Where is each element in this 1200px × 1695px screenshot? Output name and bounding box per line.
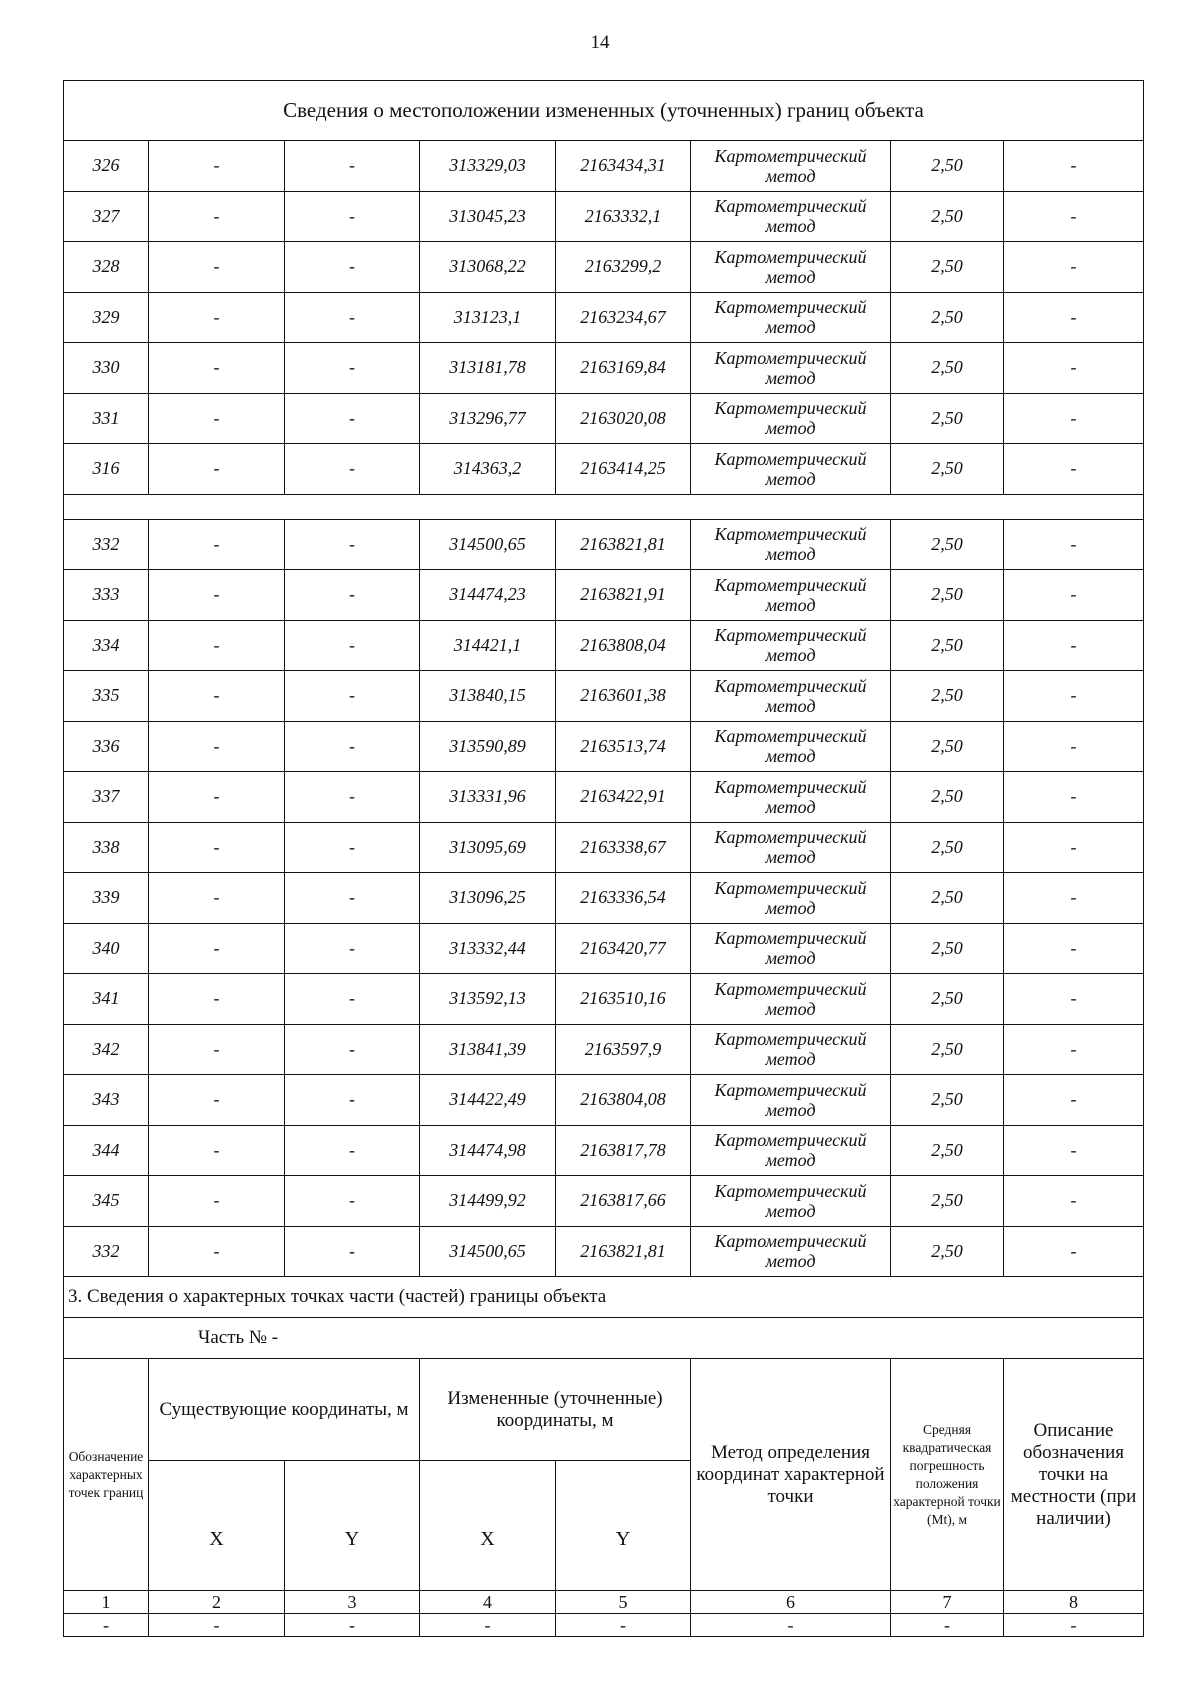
- point-number-cell: 344: [64, 1125, 149, 1176]
- column-number-cell: 7: [891, 1591, 1004, 1614]
- point-number-cell: 342: [64, 1024, 149, 1075]
- changed-y-cell: 2163338,67: [556, 822, 691, 873]
- point-number-cell: 332: [64, 519, 149, 570]
- table-row: [64, 923, 1144, 974]
- mt-value-cell: 2,50: [891, 191, 1004, 242]
- description-cell: -: [1004, 873, 1144, 924]
- point-number-cell: 331: [64, 393, 149, 444]
- existing-x-cell: -: [149, 1176, 285, 1227]
- point-number-cell: 343: [64, 1075, 149, 1126]
- mt-value-cell: 2,50: [891, 570, 1004, 621]
- description-cell: -: [1004, 242, 1144, 293]
- existing-y-cell: -: [285, 822, 420, 873]
- section-title: 3. Сведения о характерных точках части (частей) границы объекта: [64, 1277, 1144, 1318]
- description-cell: -: [1004, 141, 1144, 192]
- empty-data-cell: -: [149, 1614, 285, 1637]
- description-cell: -: [1004, 1176, 1144, 1227]
- existing-y-cell: -: [285, 242, 420, 293]
- empty-data-cell: -: [1004, 1614, 1144, 1637]
- method-cell: Картометрический метод: [691, 343, 891, 394]
- mt-value-cell: 2,50: [891, 519, 1004, 570]
- method-cell: Картометрический метод: [691, 1226, 891, 1277]
- existing-y-cell: -: [285, 1024, 420, 1075]
- changed-y-cell: 2163601,38: [556, 671, 691, 722]
- changed-x-cell: 313840,15: [420, 671, 556, 722]
- existing-x-cell: -: [149, 242, 285, 293]
- changed-x-cell: 313068,22: [420, 242, 556, 293]
- part-cell: [64, 1318, 1144, 1359]
- point-number-cell: 328: [64, 242, 149, 293]
- method-cell: Картометрический метод: [691, 721, 891, 772]
- method-cell: Картометрический метод: [691, 620, 891, 671]
- method-cell: Картометрический метод: [691, 671, 891, 722]
- method-cell: Картометрический метод: [691, 822, 891, 873]
- existing-x-cell: -: [149, 974, 285, 1025]
- method-cell: Картометрический метод: [691, 292, 891, 343]
- changed-y-cell: 2163513,74: [556, 721, 691, 772]
- description-cell: -: [1004, 343, 1144, 394]
- header-mt: Средняя квадратическая погрешность положения характерной точки (Mt), м: [891, 1359, 1004, 1591]
- method-cell: Картометрический метод: [691, 242, 891, 293]
- existing-x-cell: -: [149, 1125, 285, 1176]
- existing-y-cell: -: [285, 1226, 420, 1277]
- mt-value-cell: 2,50: [891, 620, 1004, 671]
- changed-y-cell: 2163414,25: [556, 444, 691, 495]
- existing-x-cell: -: [149, 141, 285, 192]
- changed-x-cell: 313096,25: [420, 873, 556, 924]
- mt-value-cell: 2,50: [891, 1125, 1004, 1176]
- point-number-cell: 345: [64, 1176, 149, 1227]
- header-y-existing: Y: [285, 1461, 420, 1591]
- changed-y-cell: 2163422,91: [556, 772, 691, 823]
- table-row: [64, 519, 1144, 570]
- mt-value-cell: 2,50: [891, 141, 1004, 192]
- description-cell: -: [1004, 620, 1144, 671]
- column-number-cell: 5: [556, 1591, 691, 1614]
- changed-x-cell: 313181,78: [420, 343, 556, 394]
- changed-x-cell: 313332,44: [420, 923, 556, 974]
- changed-x-cell: 314500,65: [420, 519, 556, 570]
- section-title-row: [64, 1277, 1144, 1318]
- changed-x-cell: 314474,23: [420, 570, 556, 621]
- existing-y-cell: -: [285, 343, 420, 394]
- existing-y-cell: -: [285, 444, 420, 495]
- table-row: [64, 671, 1144, 722]
- changed-x-cell: 313841,39: [420, 1024, 556, 1075]
- existing-x-cell: -: [149, 570, 285, 621]
- point-number-cell: 336: [64, 721, 149, 772]
- existing-y-cell: -: [285, 772, 420, 823]
- mt-value-cell: 2,50: [891, 1176, 1004, 1227]
- mt-value-cell: 2,50: [891, 292, 1004, 343]
- method-cell: Картометрический метод: [691, 570, 891, 621]
- separator-row: [64, 494, 1144, 519]
- method-cell: Картометрический метод: [691, 141, 891, 192]
- point-number-cell: 316: [64, 444, 149, 495]
- changed-x-cell: 313296,77: [420, 393, 556, 444]
- table-row: [64, 1075, 1144, 1126]
- changed-y-cell: 2163234,67: [556, 292, 691, 343]
- point-number-cell: 338: [64, 822, 149, 873]
- table-row: [64, 141, 1144, 192]
- mt-value-cell: 2,50: [891, 444, 1004, 495]
- existing-y-cell: -: [285, 671, 420, 722]
- table-row: [64, 1226, 1144, 1277]
- description-cell: -: [1004, 292, 1144, 343]
- header-x-changed: X: [420, 1461, 556, 1591]
- empty-data-cell: -: [691, 1614, 891, 1637]
- existing-x-cell: -: [149, 191, 285, 242]
- method-cell: Картометрический метод: [691, 519, 891, 570]
- column-number-cell: 3: [285, 1591, 420, 1614]
- changed-y-cell: 2163817,66: [556, 1176, 691, 1227]
- method-cell: Картометрический метод: [691, 1125, 891, 1176]
- changed-y-cell: 2163336,54: [556, 873, 691, 924]
- empty-data-cell: -: [64, 1614, 149, 1637]
- existing-x-cell: -: [149, 1226, 285, 1277]
- table-row: [64, 191, 1144, 242]
- existing-y-cell: -: [285, 570, 420, 621]
- point-number-cell: 333: [64, 570, 149, 621]
- changed-y-cell: 2163597,9: [556, 1024, 691, 1075]
- description-cell: -: [1004, 1226, 1144, 1277]
- changed-x-cell: 313329,03: [420, 141, 556, 192]
- column-number-cell: 6: [691, 1591, 891, 1614]
- table-row: [64, 620, 1144, 671]
- description-cell: -: [1004, 444, 1144, 495]
- changed-x-cell: 313331,96: [420, 772, 556, 823]
- existing-y-cell: -: [285, 974, 420, 1025]
- existing-y-cell: -: [285, 923, 420, 974]
- existing-y-cell: -: [285, 292, 420, 343]
- method-cell: Картометрический метод: [691, 1024, 891, 1075]
- table-row: [64, 1176, 1144, 1227]
- column-number-row: [64, 1591, 1144, 1614]
- method-cell: Картометрический метод: [691, 873, 891, 924]
- method-cell: Картометрический метод: [691, 772, 891, 823]
- changed-x-cell: 314421,1: [420, 620, 556, 671]
- existing-x-cell: -: [149, 721, 285, 772]
- header-point-designation: Обозначение характерных точек границ: [64, 1359, 149, 1591]
- table-title-row: [64, 81, 1144, 141]
- point-number-cell: 334: [64, 620, 149, 671]
- table-row: [64, 242, 1144, 293]
- header-row-top: [64, 1359, 1144, 1461]
- existing-y-cell: -: [285, 1075, 420, 1126]
- description-cell: -: [1004, 1024, 1144, 1075]
- point-number-cell: 337: [64, 772, 149, 823]
- existing-y-cell: -: [285, 620, 420, 671]
- table-row: [64, 974, 1144, 1025]
- header-x-existing: X: [149, 1461, 285, 1591]
- existing-y-cell: -: [285, 1125, 420, 1176]
- table-row: [64, 822, 1144, 873]
- changed-x-cell: 314363,2: [420, 444, 556, 495]
- mt-value-cell: 2,50: [891, 1075, 1004, 1126]
- changed-y-cell: 2163020,08: [556, 393, 691, 444]
- existing-x-cell: -: [149, 772, 285, 823]
- description-cell: -: [1004, 393, 1144, 444]
- description-cell: -: [1004, 974, 1144, 1025]
- mt-value-cell: 2,50: [891, 873, 1004, 924]
- changed-y-cell: 2163821,81: [556, 1226, 691, 1277]
- table-row: [64, 772, 1144, 823]
- mt-value-cell: 2,50: [891, 923, 1004, 974]
- changed-y-cell: 2163821,91: [556, 570, 691, 621]
- changed-x-cell: 313590,89: [420, 721, 556, 772]
- description-cell: -: [1004, 822, 1144, 873]
- changed-y-cell: 2163804,08: [556, 1075, 691, 1126]
- changed-y-cell: 2163299,2: [556, 242, 691, 293]
- header-existing-coords: Существующие координаты, м: [149, 1359, 420, 1461]
- method-cell: Картометрический метод: [691, 444, 891, 495]
- part-row: [64, 1318, 1144, 1359]
- column-number-cell: 2: [149, 1591, 285, 1614]
- table-row: [64, 1125, 1144, 1176]
- existing-x-cell: -: [149, 444, 285, 495]
- point-number-cell: 326: [64, 141, 149, 192]
- existing-y-cell: -: [285, 1176, 420, 1227]
- changed-y-cell: 2163817,78: [556, 1125, 691, 1176]
- changed-x-cell: 314500,65: [420, 1226, 556, 1277]
- existing-x-cell: -: [149, 1075, 285, 1126]
- header-description: Описание обозначения точки на местности (при наличии): [1004, 1359, 1144, 1591]
- table-title: Сведения о местоположении измененных (уточненных) границ объекта: [64, 81, 1144, 141]
- changed-x-cell: 313123,1: [420, 292, 556, 343]
- table-row: [64, 393, 1144, 444]
- method-cell: Картометрический метод: [691, 1075, 891, 1126]
- description-cell: -: [1004, 923, 1144, 974]
- description-cell: -: [1004, 570, 1144, 621]
- mt-value-cell: 2,50: [891, 974, 1004, 1025]
- header-changed-coords: Измененные (уточненные) координаты, м: [420, 1359, 691, 1461]
- mt-value-cell: 2,50: [891, 772, 1004, 823]
- empty-data-cell: -: [556, 1614, 691, 1637]
- changed-y-cell: 2163434,31: [556, 141, 691, 192]
- column-number-cell: 8: [1004, 1591, 1144, 1614]
- point-number-cell: 329: [64, 292, 149, 343]
- changed-y-cell: 2163821,81: [556, 519, 691, 570]
- table-row: [64, 721, 1144, 772]
- changed-y-cell: 2163510,16: [556, 974, 691, 1025]
- mt-value-cell: 2,50: [891, 822, 1004, 873]
- changed-y-cell: 2163808,04: [556, 620, 691, 671]
- existing-y-cell: -: [285, 721, 420, 772]
- point-number-cell: 335: [64, 671, 149, 722]
- existing-y-cell: -: [285, 873, 420, 924]
- method-cell: Картометрический метод: [691, 974, 891, 1025]
- changed-x-cell: 313045,23: [420, 191, 556, 242]
- point-number-cell: 327: [64, 191, 149, 242]
- existing-x-cell: -: [149, 1024, 285, 1075]
- point-number-cell: 341: [64, 974, 149, 1025]
- changed-x-cell: 313095,69: [420, 822, 556, 873]
- table-row: [64, 343, 1144, 394]
- changed-y-cell: 2163332,1: [556, 191, 691, 242]
- mt-value-cell: 2,50: [891, 1226, 1004, 1277]
- existing-x-cell: -: [149, 343, 285, 394]
- description-cell: -: [1004, 721, 1144, 772]
- existing-x-cell: -: [149, 671, 285, 722]
- table-row: [64, 570, 1144, 621]
- mt-value-cell: 2,50: [891, 343, 1004, 394]
- point-number-cell: 332: [64, 1226, 149, 1277]
- existing-x-cell: -: [149, 873, 285, 924]
- existing-y-cell: -: [285, 519, 420, 570]
- changed-x-cell: 313592,13: [420, 974, 556, 1025]
- existing-x-cell: -: [149, 620, 285, 671]
- part-label: Часть № -: [198, 1327, 279, 1348]
- table-row: [64, 873, 1144, 924]
- method-cell: Картометрический метод: [691, 393, 891, 444]
- point-number-cell: 340: [64, 923, 149, 974]
- changed-y-cell: 2163420,77: [556, 923, 691, 974]
- existing-x-cell: -: [149, 519, 285, 570]
- description-cell: -: [1004, 772, 1144, 823]
- existing-y-cell: -: [285, 393, 420, 444]
- existing-y-cell: -: [285, 191, 420, 242]
- changed-x-cell: 314499,92: [420, 1176, 556, 1227]
- table-row: [64, 444, 1144, 495]
- description-cell: -: [1004, 519, 1144, 570]
- changed-x-cell: 314422,49: [420, 1075, 556, 1126]
- method-cell: Картометрический метод: [691, 191, 891, 242]
- description-cell: -: [1004, 671, 1144, 722]
- changed-y-cell: 2163169,84: [556, 343, 691, 394]
- empty-data-cell: -: [891, 1614, 1004, 1637]
- mt-value-cell: 2,50: [891, 671, 1004, 722]
- column-number-cell: 4: [420, 1591, 556, 1614]
- method-cell: Картометрический метод: [691, 923, 891, 974]
- description-cell: -: [1004, 1075, 1144, 1126]
- method-cell: Картометрический метод: [691, 1176, 891, 1227]
- empty-data-row: [64, 1614, 1144, 1637]
- mt-value-cell: 2,50: [891, 393, 1004, 444]
- boundary-points-table: [63, 80, 1144, 1637]
- existing-x-cell: -: [149, 822, 285, 873]
- point-number-cell: 339: [64, 873, 149, 924]
- header-method: Метод определения координат характерной точки: [691, 1359, 891, 1591]
- existing-x-cell: -: [149, 393, 285, 444]
- changed-x-cell: 314474,98: [420, 1125, 556, 1176]
- mt-value-cell: 2,50: [891, 721, 1004, 772]
- description-cell: -: [1004, 191, 1144, 242]
- table-row: [64, 1024, 1144, 1075]
- empty-data-cell: -: [285, 1614, 420, 1637]
- mt-value-cell: 2,50: [891, 242, 1004, 293]
- existing-x-cell: -: [149, 292, 285, 343]
- existing-y-cell: -: [285, 141, 420, 192]
- empty-data-cell: -: [420, 1614, 556, 1637]
- table-row: [64, 292, 1144, 343]
- column-number-cell: 1: [64, 1591, 149, 1614]
- header-y-changed: Y: [556, 1461, 691, 1591]
- separator-cell: [64, 494, 1144, 519]
- existing-x-cell: -: [149, 923, 285, 974]
- page-number: 14: [590, 32, 610, 53]
- description-cell: -: [1004, 1125, 1144, 1176]
- point-number-cell: 330: [64, 343, 149, 394]
- mt-value-cell: 2,50: [891, 1024, 1004, 1075]
